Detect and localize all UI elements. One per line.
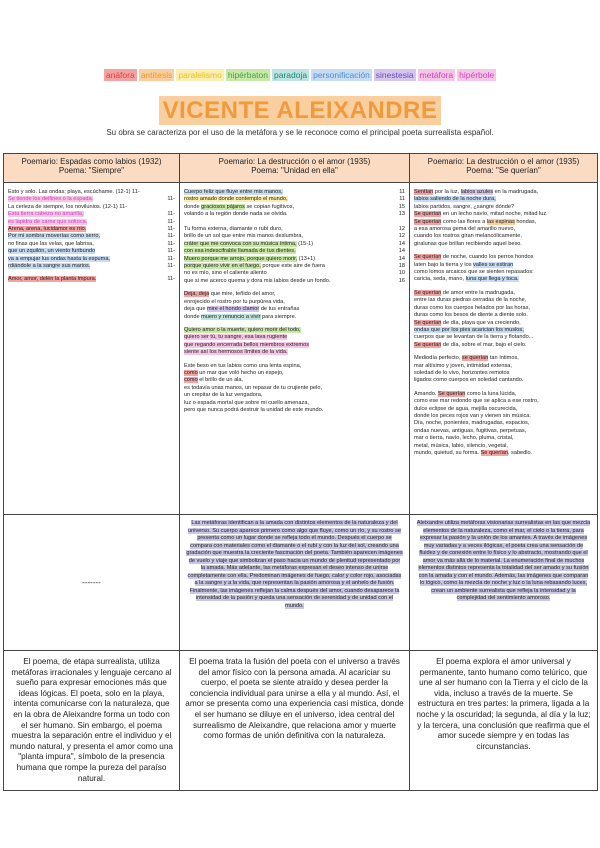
poem-line	[8, 204, 175, 211]
text-fragment: cuerpos que se levantan de la tierra y flotando...	[414, 334, 534, 341]
stanza	[414, 391, 593, 458]
poem-line	[184, 385, 405, 392]
poem-line	[414, 211, 593, 218]
poem-line	[184, 299, 405, 306]
text-fragment: volando a la región donde nada se olvida.	[184, 211, 288, 218]
poem-line	[184, 400, 405, 407]
poem-line	[184, 377, 405, 384]
highlighted-fragment: quiero ser tú, tu sangre, esa lava rugiente	[184, 334, 288, 341]
text-fragment: ligados como cuerpos en soledad cantando.	[414, 377, 524, 384]
poem-line	[414, 276, 593, 283]
legend-item: personificación	[313, 70, 370, 80]
stanza	[8, 276, 175, 283]
header-line-2: Poema: "Siempre"	[58, 166, 125, 175]
syllable-count: 11-	[167, 255, 175, 262]
text-fragment: que mire, teñido del amor,	[209, 291, 276, 298]
poem-line	[184, 306, 405, 313]
text-fragment: un mar que voló hecho un espejo,	[197, 369, 284, 376]
header-line-2: Poema: "Se querían"	[466, 166, 541, 175]
text-fragment: de tus entrañas	[259, 306, 300, 313]
text-fragment: porque este aire de fuera	[260, 263, 325, 270]
text-fragment: duras como los cuerpos helados por las horas,	[414, 304, 530, 311]
poem-line	[184, 233, 405, 240]
highlighted-fragment: Se querían	[414, 254, 442, 261]
poem-line	[184, 226, 405, 233]
text-fragment: mar o tierra, navío, lecho, pluma, cristal,	[414, 435, 514, 442]
highlighted-fragment: las espinas	[486, 218, 515, 225]
highlighted-fragment: luna que llega y toca.	[465, 276, 519, 283]
stanza	[8, 189, 175, 270]
highlighted-fragment: rdiándole a la sangre sus marios.	[8, 263, 91, 270]
text-fragment: hondas,	[514, 218, 537, 225]
poem-line	[414, 327, 593, 334]
text-fragment: es todavía unas manos, un repasar de tu crujiente pelo,	[184, 384, 323, 391]
highlighted-fragment: Arena, arena, lucidamor es rrio.	[8, 226, 87, 233]
analysis-table	[3, 153, 598, 791]
stanza	[414, 355, 593, 385]
page-subtitle: Su obra se caracteriza por el uso de la metáfora y se le reconoce como el principal poeta surrealista español.	[106, 128, 494, 137]
syllable-count: 14	[398, 240, 405, 247]
poem-line	[184, 196, 405, 203]
poem-line	[414, 363, 593, 370]
legend-item: paralelismo	[178, 70, 222, 80]
poem-line	[8, 189, 175, 196]
highlighted-fragment: graciosos pájaros	[201, 203, 245, 210]
highlighted-fragment: Se querían	[414, 341, 442, 348]
highlighted-fragment: como	[184, 377, 198, 384]
text-fragment: Mediodía perfecto,	[414, 355, 462, 362]
analysis-row	[4, 515, 598, 651]
syllable-count: 18	[398, 263, 405, 270]
text-fragment: pero que nunca podrá destruir la unidad de este mundo.	[184, 406, 324, 413]
poem-line	[184, 204, 405, 211]
legend-item: metáfora	[419, 70, 454, 80]
text-fragment: Día, noche, ponientes, madrugadas, espacios,	[414, 420, 530, 427]
poem-line	[184, 291, 405, 298]
poem-line	[414, 398, 593, 405]
poem-line	[414, 428, 593, 435]
analysis-cell-3	[410, 515, 598, 651]
text-fragment: luz o espada mortal que sobre mi cuello amenaza,	[184, 399, 309, 406]
poem-line	[414, 290, 593, 297]
stanza	[184, 363, 405, 415]
text-fragment: en un lecho navío, mitad noche, mitad luz.	[441, 211, 548, 218]
text-fragment: giralunas que brillan recibiendo aquel beso.	[414, 240, 522, 247]
header-line-1: Poemario: La destrucción o el amor (1935)	[427, 157, 580, 166]
poem-line	[184, 248, 405, 255]
summary-cell-1: El poema, de etapa surrealista, utiliza metáforas irracionales y lenguaje cercano al sueño para expresar emociones más que ideas lógicas. El poeta, solo en la playa, intenta comunicarse con la naturaleza, que en la obra de Aleixandre forma un todo con el ser humano. Sin embargo, el poema muestra la separación entre el individuo y el mundo natural, y presenta el amor como una "planta impura", símbolo de la presencia humana que rompe la pureza del paraíso natural.	[4, 651, 180, 791]
syllable-count: 12	[398, 233, 405, 240]
highlighted-fragment: mire el hondo clamor	[207, 306, 260, 313]
text-fragment: metal, música, labio, silencio, vegetal,	[414, 442, 508, 449]
text-fragment: el brillo de un ala,	[197, 377, 244, 384]
highlighted-fragment: Amor, amor, delén la planta lmpura.	[8, 276, 97, 283]
stanza	[184, 327, 405, 357]
stanza	[414, 189, 593, 248]
text-fragment: , sabedlo.	[507, 450, 533, 456]
text-fragment: no es mío, sino el caliente aliento	[184, 270, 267, 277]
header-line-2: Poema: "Unidad en ella"	[251, 166, 338, 175]
poem-line	[8, 226, 175, 233]
text-fragment: cuando los rostros giran melancólicamente,	[414, 233, 522, 240]
highlighted-fragment: que un zquilón, un viento furibundo	[8, 248, 96, 255]
poem-line	[184, 363, 405, 370]
syllable-count: 11-	[167, 218, 175, 225]
poem-cell-2	[180, 183, 410, 515]
highlighted-fragment: va a empujar lus ondas hasta la espuma,	[8, 255, 110, 262]
legend-item: hipérbole	[459, 70, 495, 80]
text-fragment: tan íntimos,	[488, 355, 519, 362]
syllable-count: 11	[399, 189, 405, 195]
poem-line	[184, 342, 405, 349]
poem-line	[414, 312, 593, 319]
legend-item: paradoja	[274, 70, 308, 80]
analysis-text: Las metáforas identifican a la amada con distintos elementos de la naturaleza y del universo. Su cuerpo aparece primero como algo que fluye, como un río, y su rostro se presenta como un lugar donde se refleja todo el mundo. Después el cuerpo se compara con materiales como el diamante o el rubí y con la luz del sol, creando una gradación que muestra la creciente fascinación del poeta. También aparecen imágenes de vuelo y viaje que simbolizan el paso hacia un mundo de plenitud representado por la amada. Más adelante, las metáforas expresan el deseo intenso de unirse completamente con ella. Predominan imágenes de fuego, calor y color rojo, asociadas a la sangre y a la vida, que representan la pasión amorosa y el anhelo de fusión. Finalmente, las imágenes reflejan la calma después del amor, cuando desaparece la intensidad de la pasión y queda una sensación de serenidad y de unidad con el mundo.	[186, 520, 403, 609]
text-fragment: a esa amorosa gema del amarillo nuevo,	[414, 226, 516, 233]
text-fragment: brillo de un sol que entre mis manos deslumbra,	[184, 233, 304, 240]
poem-line	[414, 196, 593, 203]
analysis-placeholder: -------	[82, 578, 101, 587]
text-fragment: como la luna lúcida,	[465, 390, 517, 397]
poem-line	[414, 391, 593, 398]
header-row	[4, 154, 598, 183]
poem-line	[184, 241, 405, 248]
poem-cell-1	[4, 183, 180, 515]
text-fragment: (15-1)	[296, 240, 314, 247]
poem-line	[8, 256, 175, 263]
syllable-count: 10	[398, 270, 405, 277]
text-fragment: dulce eclipse de agua, mejilla oscurecida,	[414, 405, 518, 412]
text-fragment: caricia, seda, mano,	[414, 276, 466, 283]
highlighted-fragment: Se querían	[414, 289, 442, 296]
poem-line	[414, 450, 593, 457]
poem-line	[184, 327, 405, 334]
syllable-count: 11-	[167, 211, 175, 218]
poem-line	[414, 342, 593, 349]
poem-line	[414, 269, 593, 276]
stanza	[414, 290, 593, 349]
syllable-count: 14	[398, 255, 405, 262]
poem-line	[8, 219, 175, 226]
highlighted-fragment: siente así los hermosos límites de la vida.	[184, 349, 288, 356]
poem-line	[414, 254, 593, 261]
poem-line	[414, 355, 593, 362]
poem-line	[414, 233, 593, 240]
highlighted-fragment: Se querían	[414, 319, 442, 326]
poem-line	[8, 248, 175, 255]
highlighted-fragment: rostro amado donde contemplo el mundo,	[184, 196, 288, 203]
highlighted-fragment: Se querían	[414, 218, 442, 225]
header-line-1: Poemario: La destrucción o el amor (1935)	[218, 157, 371, 166]
text-fragment: de noche, cuando los perros hondos	[441, 254, 534, 261]
poem-line	[414, 420, 593, 427]
highlighted-fragment: ondas que por los pies acarician los muslos,	[414, 326, 524, 333]
header-cell-1	[4, 154, 180, 183]
poem-line	[8, 263, 175, 270]
poem-line	[8, 276, 175, 283]
highlighted-fragment: Se querían	[414, 211, 442, 218]
text-fragment: de día, playa que va creciendo,	[441, 319, 521, 326]
highlighted-fragment: Quiero amor o la muerte, quiero morir del todo,	[184, 326, 301, 333]
syllable-count: 11	[399, 196, 405, 203]
poem-line	[8, 241, 175, 248]
poem-line	[184, 278, 405, 285]
syllable-count: 11-	[167, 240, 175, 247]
poem-line	[414, 305, 593, 312]
poem-line	[184, 211, 405, 218]
highlighted-fragment: como	[184, 369, 198, 376]
text-fragment: de día, sobre el mar, bajo el cielo.	[441, 341, 527, 348]
text-fragment: donde los peces rojos van y vienen sin música.	[414, 412, 531, 419]
summary-cell-2: El poema trata la fusión del poeta con el universo a través del amor físico con la persona amada. Al acariciar su cuerpo, el poeta se siente atraído y desea perder la conciencia individual para unirse a ella y al mundo. Así, el amor se presenta como una experiencia casi mística, donde el ser humano se diluye en el universo, idea central del surrealismo de Aleixandre, que relaciona amor y muerte como formas de unión definitiva con la naturaleza.	[180, 651, 410, 791]
highlighted-fragment: con esa indescifrable llamada de tus dientes.	[184, 248, 296, 255]
poem-row	[4, 183, 598, 515]
analysis-cell-1	[4, 515, 180, 651]
syllable-count: 12	[398, 226, 405, 233]
syllable-count: 15	[398, 203, 405, 210]
highlighted-fragment: es lapidra de carne que soltoca.	[8, 218, 88, 225]
legend-item: anáfora	[105, 70, 135, 80]
poem-line	[414, 241, 593, 248]
poem-line	[8, 233, 175, 240]
header-line-1: Poemario: Espadas como labios (1932)	[21, 157, 162, 166]
text-fragment: Este beso en tus labios como una lenta espina,	[184, 362, 302, 369]
highlighted-fragment: se querían	[461, 355, 489, 362]
text-fragment: se copian fugitivos,	[244, 203, 295, 210]
highlighted-fragment: Esta tierra cabeza no amarilla,	[8, 211, 84, 218]
text-fragment: deja que	[184, 306, 208, 313]
poem-line	[184, 314, 405, 321]
poem-line	[184, 270, 405, 277]
poem-cell-3	[410, 183, 598, 515]
highlighted-fragment: Cuerpo feliz que fluye entre mis manos,	[184, 189, 283, 195]
poem-line	[414, 435, 593, 442]
text-fragment: donde	[184, 203, 202, 210]
legend-item: hipérbaton	[227, 70, 268, 80]
text-fragment: que si me acerco quema y dora mis labios desde un fondo.	[184, 277, 331, 284]
text-fragment: La cerleza de siempre, los novilunios. (12-1) 11-	[8, 203, 127, 210]
poem-line	[414, 189, 593, 196]
summary-row	[4, 651, 598, 791]
poem-line	[414, 413, 593, 420]
poem-line	[414, 334, 593, 341]
text-fragment: para siempre.	[260, 313, 297, 320]
figure-legend	[0, 70, 600, 80]
poem-line	[414, 443, 593, 450]
highlighted-fragment: muero y renuncio a vivir	[201, 313, 261, 320]
text-fragment: de amor entre la madrugada,	[441, 289, 516, 296]
syllable-count: 11-	[167, 263, 175, 270]
highlighted-fragment: Muero porque me arrojo, porque quiero morir,	[184, 255, 298, 262]
text-fragment: labios partidos, sangre, ¿sangre dónde?	[414, 203, 515, 210]
poem-line	[184, 256, 405, 263]
syllable-count: 11-	[167, 276, 175, 283]
text-fragment: (13+1)	[297, 255, 316, 262]
highlighted-fragment: Por mi sombra moverías como serro,	[8, 233, 101, 240]
analysis-text: Aleixandre utiliza metáforas visionarias surrealistas en las que mezcla elementos de la naturaleza, como el mar, el cielo o la tierra, para expresar la pasión y la unión de los amantes. A través de imágenes muy variadas y a veces ilógicas, el poeta crea una sensación de fluidez y de conexión entre lo físico y lo abstracto, mostrando que el amor va más allá de lo material. La enumeración final de muchos elementos distintos representa la totalidad del ser amado y su fusión con la amada y con el mundo. Además, las imágenes que comparan lo lógico, como la mezcla de noche y luz o la luna rebasando luces, crean un ambiente surrealista que refleja la intensidad y la complejidad del sentimiento amoroso.	[416, 520, 591, 601]
poem-line	[184, 263, 405, 270]
poem-line	[414, 262, 593, 269]
text-fragment: enrojecido el rostro por tu purpúrea vida,	[184, 298, 285, 305]
poem-line	[414, 377, 593, 384]
highlighted-fragment: Se tiende los delfines o la espada.	[8, 196, 94, 203]
poem-line	[8, 211, 175, 218]
text-fragment: por la luz,	[433, 189, 461, 195]
poem-line	[414, 226, 593, 233]
text-fragment: en la madrugada,	[493, 189, 539, 195]
analysis-cell-2	[180, 515, 410, 651]
highlighted-fragment: Sentían	[414, 189, 434, 195]
text-fragment: laten bajo la tierra y los	[414, 261, 474, 268]
poem-line	[184, 189, 405, 196]
poem-line	[414, 219, 593, 226]
syllable-count: 16	[398, 277, 405, 284]
poem-line	[414, 204, 593, 211]
text-fragment: Amando.	[414, 390, 438, 397]
text-fragment: soledad de lo vivo, horizontes remotos	[414, 369, 510, 376]
text-fragment: mundo, quietud, su forma.	[414, 450, 481, 456]
syllable-count: 13	[398, 211, 405, 218]
poem-line	[414, 320, 593, 327]
poem-line	[184, 334, 405, 341]
text-fragment: Tu forma externa, diamante o rubí duro,	[184, 226, 283, 233]
page-title-wrap	[0, 96, 600, 125]
text-fragment: como las flores a	[441, 218, 487, 225]
text-fragment: Esto y solo. Las ondas; playa, escúchame. (12-1) 11-	[8, 189, 140, 195]
syllable-count: 14	[398, 248, 405, 255]
syllable-count: 11-	[167, 226, 175, 233]
stanza	[414, 254, 593, 284]
summary-cell-3: El poema explora el amor universal y permanente, tanto humano como telúrico, que une al ser humano con la Tierra y el ciclo de la vida, incluso a través de la muerte. Se estructura en tres partes: la primera, ligada a la noche y la oscuridad; la segunda, al día y la luz; y la tercera, una conclusión que reafirma que el amor sucede siempre y en todas las circunstancias.	[410, 651, 598, 791]
stanza	[184, 291, 405, 321]
poem-line	[184, 407, 405, 414]
page-title: VICENTE ALEIXANDRE	[159, 96, 442, 125]
text-fragment: duras como los besos de diente a diente solo.	[414, 312, 528, 319]
poem-line	[8, 196, 175, 203]
text-fragment: no finas que las velas, que labrisa,	[8, 240, 94, 247]
poem-line	[414, 406, 593, 413]
poem-line	[184, 219, 405, 226]
text-fragment: donde	[184, 313, 202, 320]
syllable-count: 11-	[167, 233, 175, 240]
stanza	[184, 189, 405, 285]
poem-line	[184, 370, 405, 377]
legend-item: antítesis	[140, 70, 173, 80]
text-fragment: ondas nuevas, antiguas, fugitivas, perpetuas,	[414, 427, 527, 434]
highlighted-fragment: porque quiero vivir en el fuego,	[184, 263, 261, 270]
poem-line	[414, 297, 593, 304]
syllable-count: 11-	[167, 196, 175, 203]
poem-line	[414, 370, 593, 377]
text-fragment: como ese mar redondo que se aplica a ese rostro,	[414, 398, 539, 405]
highlighted-fragment: Se querían	[480, 450, 508, 456]
header-cell-3	[410, 154, 598, 183]
highlighted-fragment: labios azules	[460, 189, 494, 195]
poem-line	[184, 349, 405, 356]
highlighted-fragment: Deja, deja	[184, 291, 210, 298]
text-fragment: mar altísimo y joven, intimidad extensa,	[414, 362, 512, 369]
text-fragment: un crepitar de la luz vengadora,	[184, 392, 263, 399]
header-cell-2	[180, 154, 410, 183]
highlighted-fragment: valles se estiran	[473, 261, 514, 268]
highlighted-fragment: cráter que me convoca con su música íntima,	[184, 240, 297, 247]
highlighted-fragment: que regando encerrada bellos miembros extremos	[184, 341, 309, 348]
syllable-count: 11-	[167, 248, 175, 255]
text-fragment: entre las duras piedras cerradas de la noche,	[414, 297, 527, 304]
legend-item: sinestesia	[375, 70, 414, 80]
poem-line	[184, 392, 405, 399]
highlighted-fragment: labios saliendo de la noche dura,	[414, 196, 496, 203]
highlighted-fragment: Se querían	[437, 390, 466, 397]
text-fragment: como lomos arcaicos que se sienten repasados:	[414, 269, 534, 276]
